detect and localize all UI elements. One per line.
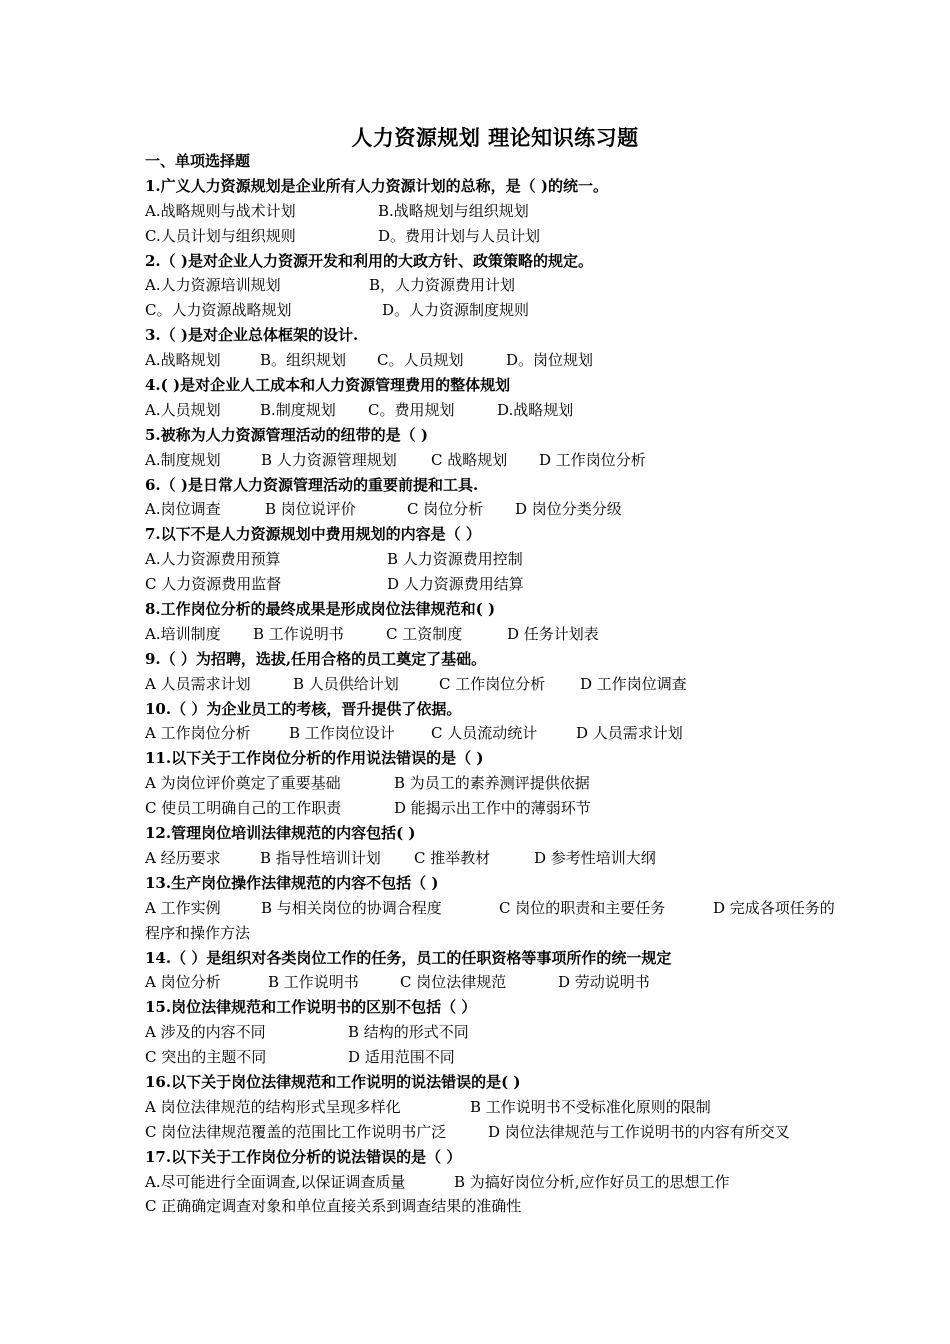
answer-option: D。人力资源制度规则 [382,301,530,320]
question-stem: 7.以下不是人力资源规划中费用规划的内容是（ ） [145,525,481,544]
answer-option: A 工作实例 [145,898,221,917]
question-stem: 5.被称为人力资源管理活动的纽带的是（ ) [145,425,428,444]
answer-option: D。费用计划与人员计划 [378,226,541,245]
answer-option: C 战略规划 [431,450,508,469]
answer-option: C 岗位的职责和主要任务 [499,898,666,917]
answer-option: D 参考性培训大纲 [534,848,656,867]
answer-option: D 适用范围不同 [348,1048,455,1067]
answer-option: C 使员工明确自己的工作职责 [145,799,342,818]
answer-option: B 工作岗位设计 [289,724,395,743]
answer-option: A 工作岗位分析 [145,724,251,743]
answer-option: D 人员需求计划 [576,724,683,743]
answer-option: C 人力资源费用监督 [145,575,282,594]
question-list [145,149,865,1219]
answer-option: A.战略规划 [145,351,221,370]
question-stem: 1.广义人力资源规划是企业所有人力资源计划的总称，是（ )的统一。 [145,176,608,195]
answer-option: C。人力资源战略规划 [145,301,292,320]
answer-option: A 岗位分析 [145,973,221,992]
answer-option: A 经历要求 [145,848,221,867]
option-row [145,348,865,373]
option-row [145,896,865,921]
question-stem: 10.（ ）为企业员工的考核，晋升提供了依据。 [145,699,462,718]
answer-option: B 人员供给计划 [293,674,399,693]
option-row [145,572,865,597]
option-row [145,448,865,473]
answer-option: C。费用规划 [368,400,455,419]
question-stem: 12.管理岗位培训法律规范的内容包括( ) [145,824,416,843]
answer-option: D 岗位法律规范与工作说明书的内容有所交叉 [488,1122,790,1141]
answer-option: A.培训制度 [145,624,221,643]
answer-option: B 人力资源管理规划 [261,450,397,469]
answer-option: A.尽可能进行全面调查,以保证调查质量 [145,1172,406,1191]
answer-option: A.战略规则与战术计划 [145,201,296,220]
answer-option: A.人力资源费用预算 [145,550,281,569]
answer-option: A.制度规划 [145,450,221,469]
option-row [145,846,865,871]
answer-option: A.人员规划 [145,400,221,419]
question-stem: 3.（ )是对企业总体框架的设计. [145,326,359,345]
answer-option: B。组织规划 [260,351,347,370]
option-row [145,721,865,746]
answer-option: B 指导性培训计划 [260,848,381,867]
answer-option: D。岗位规划 [506,351,594,370]
answer-option: C 工作岗位分析 [439,674,546,693]
answer-option: A 岗位法律规范的结构形式呈现多样化 [145,1097,401,1116]
answer-option: D 劳动说明书 [558,973,650,992]
option-row [145,622,865,647]
question-stem: 9.（ ）为招聘，选拔,任用合格的员工奠定了基础。 [145,649,487,668]
answer-option: B 工作说明书不受标准化原则的限制 [470,1097,711,1116]
answer-option: B 工作说明书 [268,973,359,992]
option-row [145,1045,865,1070]
answer-option: B 人力资源费用控制 [387,550,523,569]
question-stem: 16.以下关于岗位法律规范和工作说明的说法错误的是( ) [145,1072,521,1091]
answer-option: A 为岗位评价奠定了重要基础 [145,774,341,793]
answer-option: B 工作说明书 [253,624,344,643]
answer-option: B.制度规划 [260,400,336,419]
answer-option: C.人员计划与组织规则 [145,226,296,245]
option-row [145,497,865,522]
option-row [145,224,865,249]
answer-option: D 能揭示出工作中的薄弱环节 [394,799,591,818]
section-heading: 一、单项选择题 [145,152,251,170]
option-row [145,298,865,323]
option-row [145,970,865,995]
answer-option: B，人力资源费用计划 [369,276,516,295]
answer-option: C 岗位法律规范 [400,973,507,992]
answer-option: A.人力资源培训规划 [145,276,281,295]
question-stem: 8.工作岗位分析的最终成果是形成岗位法律规范和( ) [145,600,496,619]
answer-option: A.岗位调查 [145,500,221,519]
answer-option: C 推举教材 [414,848,491,867]
question-stem: 15.岗位法律规范和工作说明书的区别不包括（ ） [145,998,477,1017]
option-continuation: 程序和操作方法 [145,923,251,942]
answer-option: D 人力资源费用结算 [387,575,524,594]
option-row [145,199,865,224]
answer-option: A 涉及的内容不同 [145,1023,266,1042]
answer-option: B 为员工的素养测评提供依据 [394,774,590,793]
question-stem: 2.（ )是对企业人力资源开发和利用的大政方针、政策策略的规定。 [145,251,593,270]
option-row [145,672,865,697]
option-row [145,1020,865,1045]
question-stem: 13.生产岗位操作法律规范的内容不包括（ ) [145,873,439,892]
answer-option: D 工作岗位分析 [539,450,646,469]
answer-option: D 岗位分类分级 [515,500,622,519]
answer-option: C。人员规划 [377,351,464,370]
option-row [145,771,865,796]
option-row [145,398,865,423]
answer-option: B 结构的形式不同 [348,1023,469,1042]
answer-option: C 工资制度 [386,624,463,643]
answer-option: C 人员流动统计 [431,724,538,743]
option-continuation: C 正确确定调查对象和单位直接关系到调查结果的准确性 [145,1197,522,1216]
question-stem: 17.以下关于工作岗位分析的说法错误的是（ ） [145,1147,462,1166]
answer-option: C 岗位法律规范覆盖的范围比工作说明书广泛 [145,1122,447,1141]
answer-option: D 完成各项任务的 [713,898,835,917]
question-stem: 6.（ )是日常人力资源管理活动的重要前提和工具. [145,475,479,494]
document-title: 人力资源规划 理论知识练习题 [351,125,639,150]
answer-option: D 工作岗位调查 [580,674,687,693]
answer-option: B 与相关岗位的协调合程度 [261,898,442,917]
option-row [145,796,865,821]
option-row [145,1095,865,1120]
question-stem: 11.以下关于工作岗位分析的作用说法错误的是（ ) [145,749,484,768]
answer-option: B 为搞好岗位分析,应作好员工的思想工作 [454,1172,730,1191]
answer-option: C 突出的主题不同 [145,1048,267,1067]
question-stem: 4.( )是对企业人工成本和人力资源管理费用的整体规划 [145,376,511,395]
option-row [145,1120,865,1145]
answer-option: C 岗位分析 [407,500,484,519]
option-row [145,273,865,298]
question-stem: 14.（ ）是组织对各类岗位工作的任务，员工的任职资格等事项所作的统一规定 [145,948,672,967]
answer-option: B 岗位说评价 [265,500,356,519]
answer-option: D.战略规划 [497,400,574,419]
answer-option: A 人员需求计划 [145,674,251,693]
option-row [145,547,865,572]
option-row [145,1170,865,1195]
answer-option: D 任务计划表 [507,624,599,643]
answer-option: B.战略规划与组织规划 [378,201,529,220]
